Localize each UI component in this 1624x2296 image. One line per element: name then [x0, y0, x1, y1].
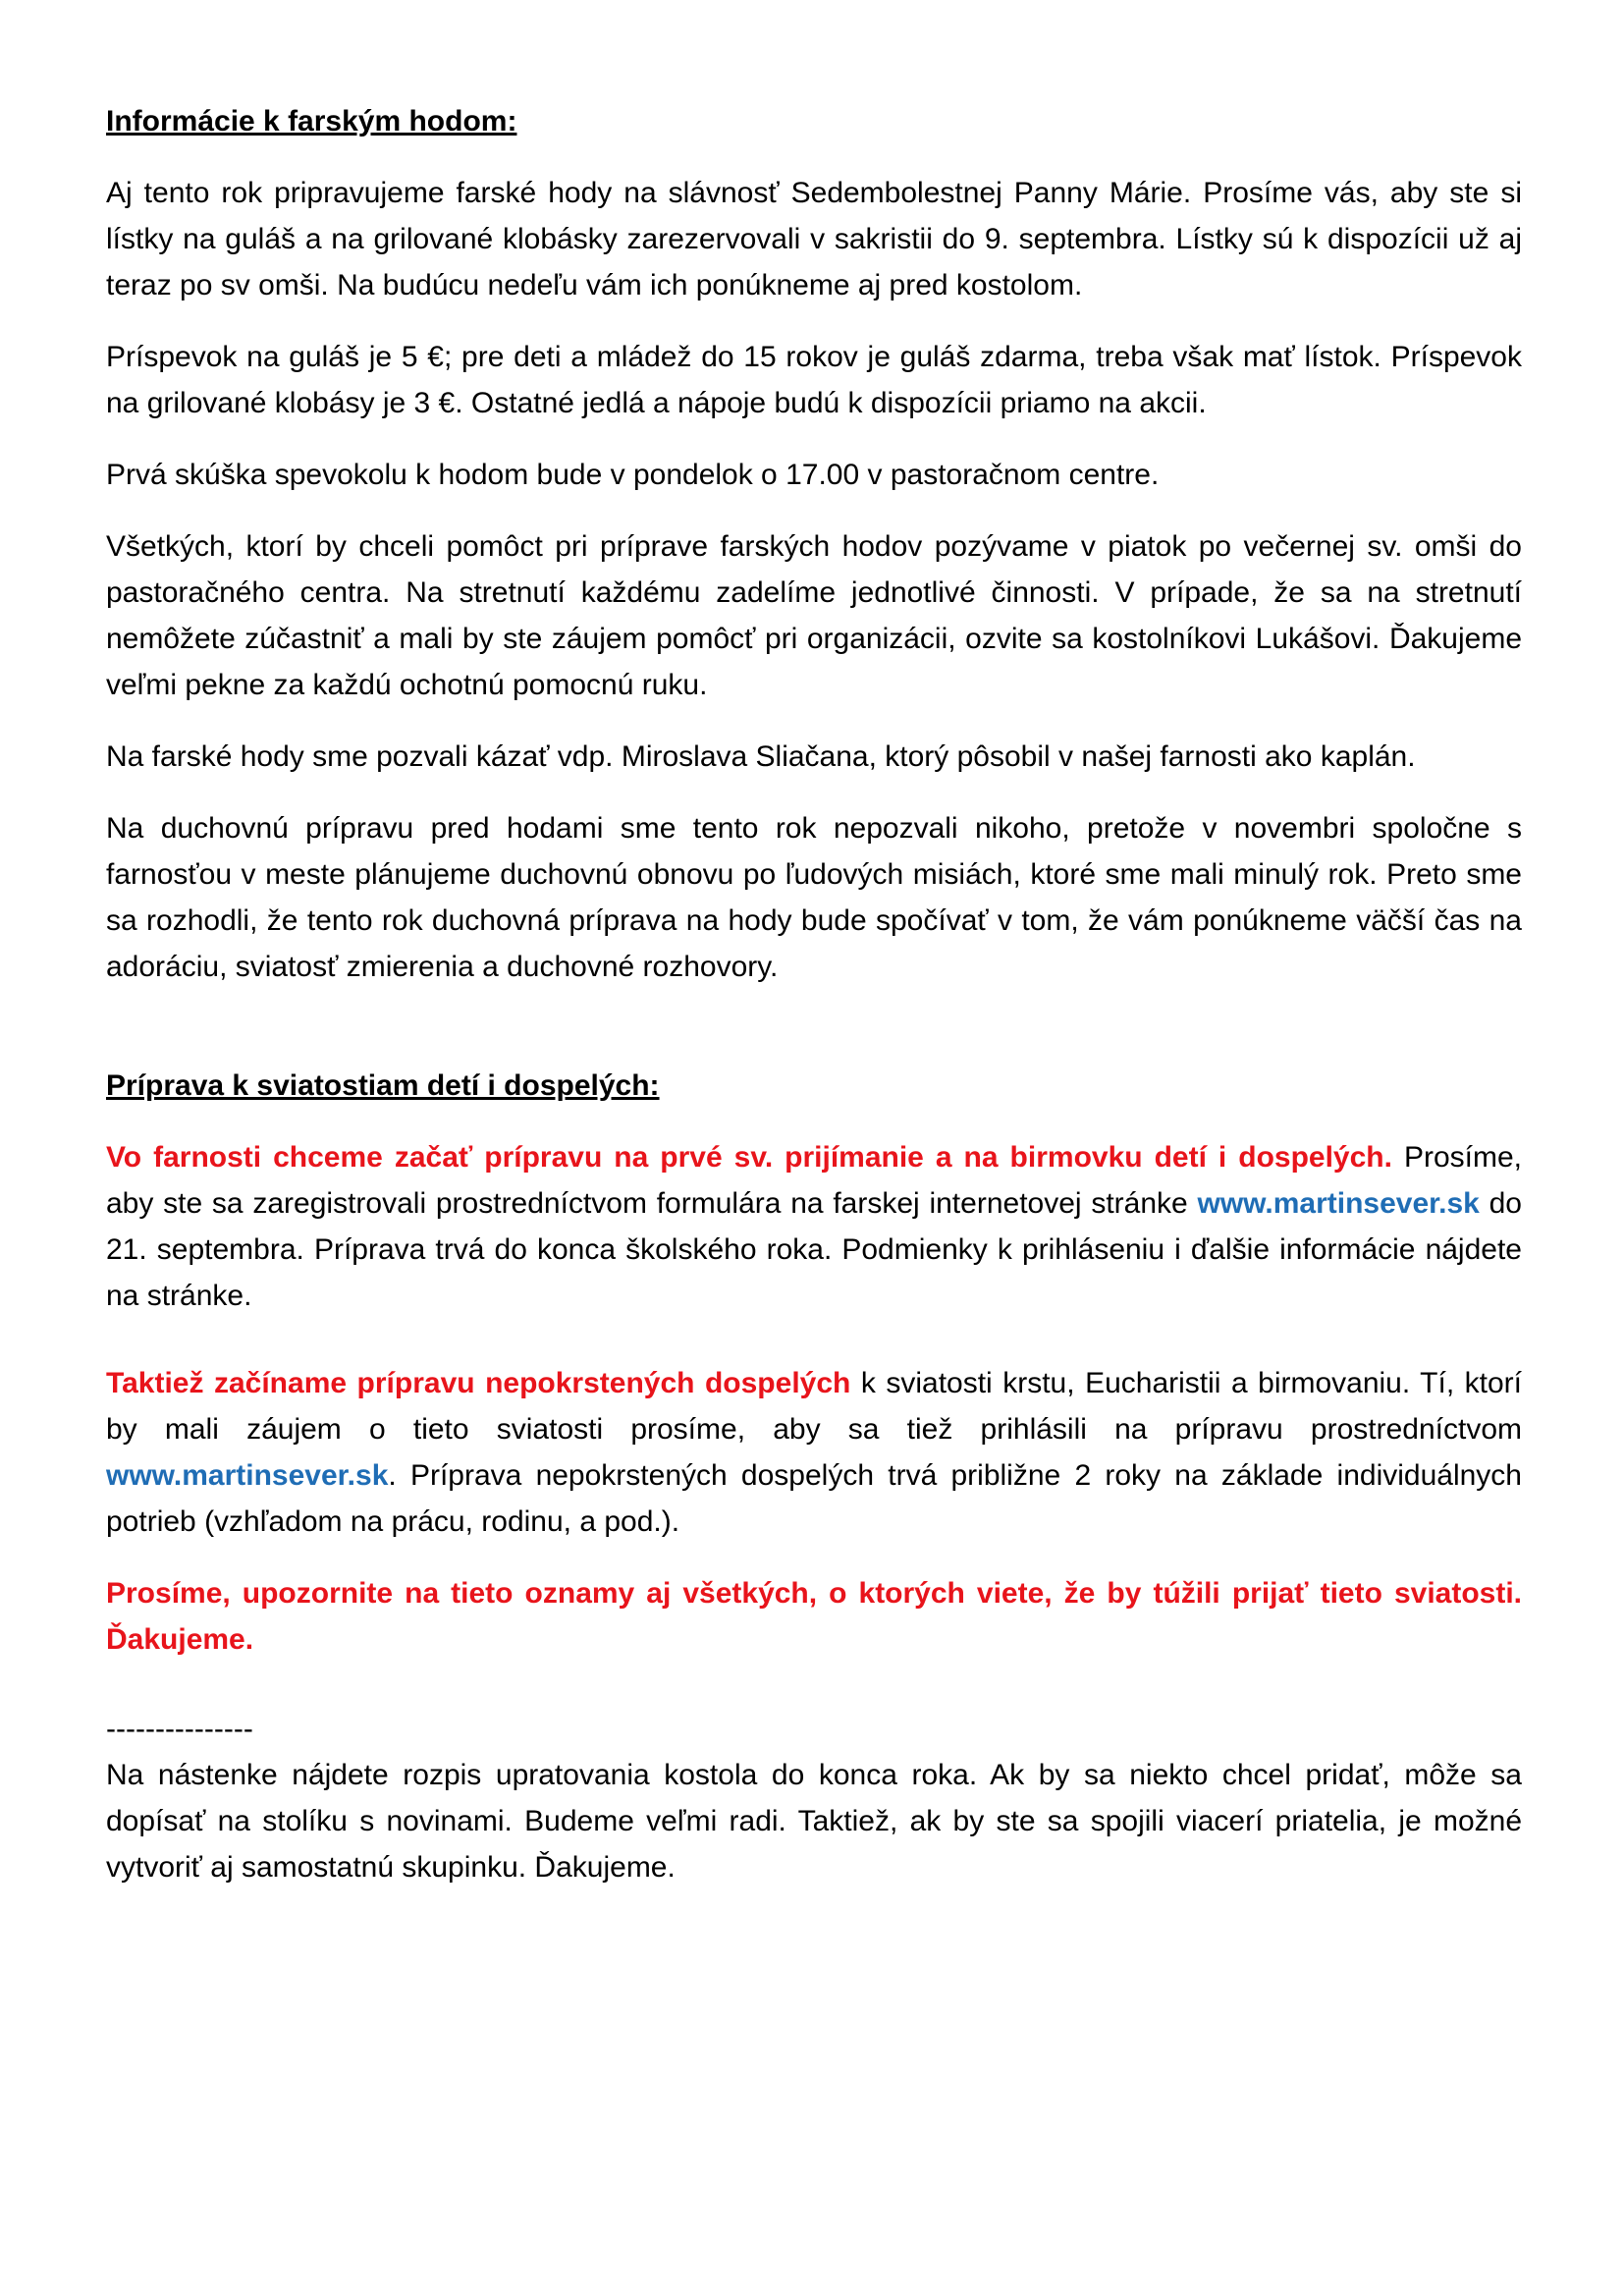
text-deadline: do 21. septembra. Príprava trvá do konca školského roka. Podmienky k prihláseniu i ďalšie informácie nájdete na stránke. [106, 1187, 1522, 1312]
section-gap [106, 1015, 1522, 1063]
paragraph-volunteers: Všetkých, ktorí by chceli pomôct pri príprave farských hodov pozývame v piatok po večernej sv. omši do pastoračného centra. Na stretnutí každému zadelíme jednotlivé činnosti. V prípade, že sa na stretnutí nemôžete zúčastniť a mali by ste záujem pomôcť pri organizácii, ozvite sa kostolníkovi Lukášovi. Ďakujeme veľmi pekne za každú ochotnú pomocnú ruku. [106, 530, 1522, 701]
website-link[interactable]: www.martinsever.sk [1197, 1187, 1480, 1220]
paragraph-adult-catechumens [106, 1360, 1522, 1545]
section-heading-hody: Informácie k farským hodom: [106, 105, 517, 137]
paragraph-first-communion [106, 1134, 1522, 1319]
text-register: Prosíme, aby ste sa zaregistrovali prostredníctvom formulára na farskej internetovej stránke [106, 1141, 1522, 1220]
text-duration: . Príprava nepokrstených dospelých trvá približne 2 roky na základe individuálnych potrieb (vzhľadom na prácu, rodinu, a pod.). [106, 1459, 1522, 1538]
blank-line-2 [106, 1688, 1522, 1706]
paragraph-spiritual-preparation: Na duchovnú prípravu pred hodami sme tento rok nepozvali nikoho, pretože v novembri spoločne s farnosťou v meste plánujeme duchovnú obnovu po ľudových misiách, ktoré sme mali minulý rok. Preto sme sa rozhodli, že tento rok duchovná príprava na hody bude spočívať v tom, že vám ponúkneme väčší čas na adoráciu, sviatosť zmierenia a duchovné rozhovory. [106, 812, 1522, 983]
text-sacraments: k sviatosti krstu, Eucharistii a birmovaniu. Tí, ktorí by mali záujem o tieto sviatosti prosíme, aby sa tiež prihlásili na prípravu prostredníctvom [106, 1367, 1522, 1446]
paragraph-preacher: Na farské hody sme pozvali kázať vdp. Miroslava Sliačana, ktorý pôsobil v našej farnosti ako kaplán. [106, 740, 1416, 773]
paragraph-tickets: Aj tento rok pripravujeme farské hody na slávnosť Sedembolestnej Panny Márie. Prosíme vás, aby ste si lístky na guláš a na grilované klobásky zarezervovali v sakristii do 9. septembra. Lístky sú k dispozícii už aj teraz po sv omši. Na budúcu nedeľu vám ich ponúkneme aj pred kostolom. [106, 177, 1522, 301]
website-link-2[interactable]: www.martinsever.sk [106, 1459, 389, 1492]
highlight-adult-catechumens: Taktiež začíname prípravu nepokrstených dospelých [106, 1367, 851, 1399]
paragraph-choir-rehearsal: Prvá skúška spevokolu k hodom bude v pondelok o 17.00 v pastoračnom centre. [106, 459, 1160, 491]
paragraph-cleaning-schedule: Na nástenke nájdete rozpis upratovania kostola do konca roka. Ak by sa niekto chcel pridať, môže sa dopísať na stolíku s novinami. Budeme veľmi radi. Taktiež, ak by ste sa spojili viacerí priatelia, je možné vytvoriť aj samostatnú skupinku. Ďakujeme. [106, 1759, 1522, 1884]
document-page [106, 98, 1522, 1916]
paragraph-please-notify: Prosíme, upozornite na tieto oznamy aj všetkých, o ktorých viete, že by túžili prijať tieto sviatosti. Ďakujeme. [106, 1577, 1522, 1656]
highlight-first-communion: Vo farnosti chceme začať prípravu na prvé sv. prijímanie a na birmovku detí i dospelých. [106, 1141, 1392, 1174]
separator-dashes: --------------- [106, 1713, 253, 1745]
blank-line [106, 1344, 1522, 1360]
paragraph-prices: Príspevok na guláš je 5 €; pre deti a mládež do 15 rokov je guláš zdarma, treba však mať lístok. Príspevok na grilované klobásy je 3 €. Ostatné jedlá a nápoje budú k dispozícii priamo na akcii. [106, 341, 1522, 419]
section-heading-sacraments: Príprava k sviatostiam detí i dospelých: [106, 1069, 660, 1102]
